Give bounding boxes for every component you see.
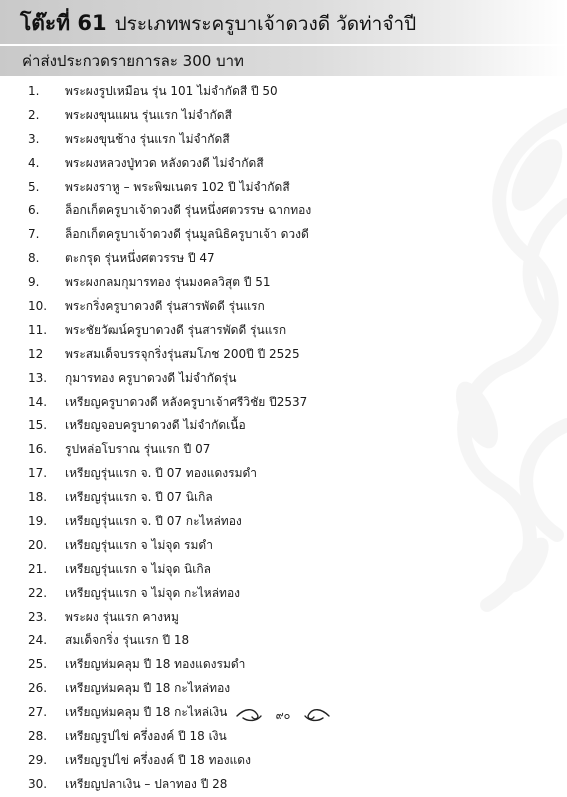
entry-fee-subtitle: ค่าส่งประกวดรายการละ 300 บาท — [22, 52, 244, 70]
item-number: 9. — [28, 275, 40, 290]
item-number: 3. — [28, 131, 40, 146]
item-text: พระผงหลวงปู่ทวด หลังดวงดี ไม่จำกัดสี — [65, 155, 264, 170]
item-number: 21. — [28, 561, 48, 576]
item-number: 8. — [28, 251, 40, 266]
item-text: กุมารทอง ครูบาดวงดี ไม่จำกัดรุ่น — [65, 370, 237, 385]
item-number: 4. — [28, 155, 40, 170]
item-number: 1. — [28, 84, 40, 98]
item-number: 20. — [28, 537, 48, 552]
item-text: เหรียญรูปไข่ ครึ่งองค์ ปี 18 เงิน — [65, 729, 227, 744]
item-number: 25. — [28, 657, 48, 672]
item-text: พระผงรูปเหมือน รุ่น 101 ไม่จำกัดสี ปี 50 — [65, 84, 278, 98]
item-text: รูปหล่อโบราณ รุ่นแรก ปี 07 — [65, 442, 211, 457]
item-text: เหรียญห่มคลุม ปี 18 กะไหล่เงิน — [65, 705, 228, 720]
item-text: เหรียญรุ่นแรก จ. ปี 07 นิเกิล — [65, 490, 213, 505]
item-number: 23. — [28, 609, 48, 624]
item-text: ล็อกเก็ตครูบาเจ้าดวงดี รุ่นหนึ่งศตวรรษ ฉากทอง — [65, 203, 312, 218]
item-text: เหรียญครูบาดวงดี หลังครูบาเจ้าศรีวิชัย ปี2537 — [65, 394, 308, 409]
item-text: เหรียญรูปไข่ ครึ่งองค์ ปี 18 ทองแดง — [65, 752, 251, 767]
item-text: สมเด็จกริ่ง รุ่นแรก ปี 18 — [65, 633, 190, 648]
item-number: 10. — [28, 299, 48, 314]
item-text: เหรียญรุ่นแรก จ ไม่จุด รมดำ — [65, 537, 213, 552]
item-text: เหรียญรุ่นแรก จ. ปี 07 ทองแดงรมดำ — [65, 466, 258, 481]
item-number: 12 — [28, 346, 44, 361]
item-number: 30. — [28, 776, 48, 791]
item-text: เหรียญรุ่นแรก จ ไม่จุด นิเกิล — [65, 561, 211, 576]
item-text: พระผงกลมกุมารทอง รุ่นมงคลวิสุต ปี 51 — [65, 275, 271, 290]
item-number: 16. — [28, 442, 48, 457]
item-number: 27. — [28, 705, 48, 720]
item-number: 29. — [28, 752, 48, 767]
item-text: เหรียญรุ่นแรก จ ไม่จุด กะไหล่ทอง — [65, 585, 241, 600]
item-number: 15. — [28, 418, 48, 433]
page-title — [20, 7, 416, 40]
item-number: 22. — [28, 585, 48, 600]
floral-swirl-icon — [417, 85, 567, 645]
item-number: 28. — [28, 729, 48, 744]
item-text: พระผงขุนแผน รุ่นแรก ไม่จำกัดสี — [65, 107, 232, 122]
item-number: 11. — [28, 322, 48, 337]
item-number: 18. — [28, 490, 48, 505]
item-text: พระกริ่งครูบาดวงดี รุ่นสารพัดดี รุ่นแรก — [65, 299, 265, 314]
item-text: เหรียญห่มคลุม ปี 18 กะไหล่ทอง — [65, 681, 231, 696]
item-text: เหรียญจอบครูบาดวงดี ไม่จำกัดเนื้อ — [65, 418, 246, 433]
item-text: เหรียญห่มคลุม ปี 18 ทองแดงรมดำ — [65, 657, 246, 672]
header-divider — [0, 44, 567, 46]
item-number: 6. — [28, 203, 40, 218]
item-text: พระชัยวัฒน์ครูบาดวงดี รุ่นสารพัดดี รุ่นแรก — [65, 322, 287, 337]
item-text: พระผงราหู – พระพิฆเนตร 102 ปี ไม่จำกัดสี — [65, 179, 290, 194]
item-text: ล็อกเก็ตครูบาเจ้าดวงดี รุ่นมูลนิธิครูบาเจ้า ดวงดี — [65, 227, 309, 242]
item-text: พระผงขุนช้าง รุ่นแรก ไม่จำกัดสี — [65, 131, 230, 146]
item-text: เหรียญรุ่นแรก จ. ปี 07 กะไหล่ทอง — [65, 514, 242, 529]
item-number: 5. — [28, 179, 40, 194]
item-text: ตะกรุด รุ่นหนึ่งศตวรรษ ปี 47 — [65, 251, 215, 266]
category-title: ประเภทพระครูบาเจ้าดวงดี วัดท่าจำปี — [114, 13, 417, 35]
item-number: 26. — [28, 681, 48, 696]
item-text: พระผง รุ่นแรก คางหมู — [65, 609, 179, 624]
table-number: โต๊ะที่ 61 — [20, 11, 107, 35]
item-number: 14. — [28, 394, 48, 409]
item-number: 19. — [28, 514, 48, 529]
item-number: 13. — [28, 370, 48, 385]
page-number: ๙๐ — [275, 709, 291, 722]
item-text: พระสมเด็จบรรจุกริ่งรุ่นสมโภช 200ปี ปี 2525 — [65, 346, 300, 361]
item-number: 2. — [28, 107, 40, 122]
item-number: 7. — [28, 227, 40, 242]
item-number: 24. — [28, 633, 48, 648]
item-number: 17. — [28, 466, 48, 481]
item-text: เหรียญปลาเงิน – ปลาทอง ปี 28 — [65, 776, 228, 791]
